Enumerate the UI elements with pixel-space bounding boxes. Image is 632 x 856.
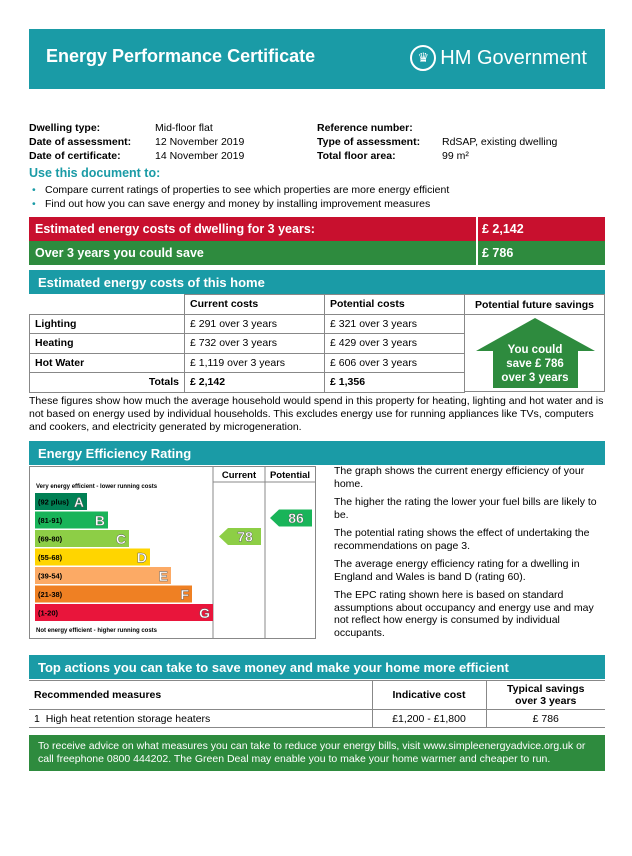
estimated-cost-label: Estimated energy costs of dwelling for 3 years:: [35, 222, 315, 236]
band-range: (69-80): [38, 534, 63, 544]
efficiency-chart-svg: [30, 467, 315, 638]
band-letter: A: [73, 494, 84, 510]
band-range: (39-54): [38, 571, 63, 581]
save-value: £ 786: [482, 246, 514, 260]
section-title: Estimated energy costs of this home: [38, 275, 265, 290]
section-title: Top actions you can take to save money and make your home more efficient: [38, 660, 509, 675]
band-letter: C: [115, 531, 126, 547]
col-current: Current costs: [185, 295, 325, 315]
crest-icon: ♛: [410, 45, 436, 71]
actions-section-header: [29, 655, 605, 679]
band-letter: D: [136, 549, 147, 566]
table-row: Heating £ 732 over 3 years £ 429 over 3 years: [30, 334, 465, 354]
divider: [476, 217, 478, 241]
info-row: Date of assessment: 12 November 2019: [29, 136, 245, 148]
totals-row: Totals £ 2,142 £ 1,356: [30, 373, 465, 393]
arrow-line-3: over 3 years: [501, 372, 569, 384]
advice-box: [29, 735, 605, 771]
col-savings: Typical savings over 3 years: [486, 681, 605, 710]
band-range: (81-91): [38, 516, 63, 525]
potential-rating-marker-value: 86: [288, 510, 304, 526]
band-range: (55-68): [38, 553, 63, 562]
arrow-line-2: save £ 786: [506, 358, 564, 370]
future-savings-box: [464, 294, 605, 392]
list-item: • Find out how you can save energy and money by installing improvement measures: [29, 198, 449, 212]
potential-col-label: Potential: [269, 470, 311, 481]
col-cost: Indicative cost: [372, 681, 486, 710]
divider: [476, 241, 478, 265]
arrow-line-1: You could: [507, 344, 563, 356]
current-rating-marker-value: 78: [237, 528, 253, 545]
bottom-note: Not energy efficient - higher running costs: [36, 628, 158, 634]
table-row: Lighting £ 291 over 3 years £ 321 over 3 years: [30, 314, 465, 334]
actions-table: [29, 680, 605, 728]
col-measures: Recommended measures: [29, 681, 372, 710]
certificate-header: [29, 29, 605, 89]
band-letter: B: [94, 512, 105, 529]
dwelling-info: [29, 121, 244, 163]
use-bullets: [29, 184, 449, 211]
band-letter: E: [158, 568, 168, 584]
estimated-cost-value: £ 2,142: [482, 222, 524, 236]
explanation-paragraph: The higher the rating the lower your fuel bills are likely to be.: [334, 496, 597, 521]
table-row: Hot Water £ 1,119 over 3 years £ 606 over 3 years: [30, 353, 465, 373]
rating-explanation: [334, 465, 606, 645]
explanation-paragraph: The potential rating shows the effect of undertaking the recommendations on page 3.: [334, 527, 590, 552]
costs-note: These figures show how much the average household would spend in this property for heating, lighting and hot water and is not based on energy used by individual households. This excludes energy use for running appliances like TVs, computers and cookers, and electricity generated by microgeneration.: [29, 395, 604, 433]
current-col-label: Current: [221, 470, 257, 481]
table-row: 1 High heat retention storage heaters £1,200 - £1,800 £ 786: [29, 710, 605, 728]
advice-line: To receive advice on what measures you can take to reduce your energy bills, visit www.simpleenergyadvice.org.uk or: [38, 740, 586, 752]
section-title: Energy Efficiency Rating: [38, 446, 192, 461]
table-header-row: [30, 295, 465, 315]
hm-government-label: HM Government: [440, 46, 587, 69]
top-note: Very energy efficient - lower running costs: [36, 484, 158, 490]
certificate-title: Energy Performance Certificate: [46, 46, 316, 66]
save-label: Over 3 years you could save: [35, 246, 204, 260]
band-range: (1-20): [38, 608, 59, 618]
rating-band-g: [35, 604, 213, 621]
info-row: Reference number:: [317, 122, 413, 134]
advice-line: call freephone 0800 444202. The Green Deal may enable you to make your home warmer and cheaper to run.: [38, 753, 551, 765]
band-letter: G: [199, 605, 210, 621]
future-savings-header: Potential future savings: [465, 295, 604, 315]
savings-arrow: [465, 315, 606, 391]
table-header-row: [29, 681, 605, 710]
explanation-paragraph: The graph shows the current energy efficiency of your home.: [334, 465, 585, 490]
col-potential: Potential costs: [325, 295, 465, 315]
explanation-paragraph: The average energy efficiency rating for a dwelling in England and Wales is band D (rating 60).: [334, 558, 580, 583]
estimated-cost-bar: [29, 217, 605, 241]
save-bar: [29, 241, 605, 265]
list-item: • Compare current ratings of properties to see which properties are more energy efficient: [29, 184, 449, 198]
info-row: Type of assessment: RdSAP, existing dwelling: [317, 136, 558, 148]
hm-government-logo: [410, 45, 587, 71]
band-range: (21-38): [38, 590, 63, 599]
efficiency-chart: [29, 466, 316, 639]
info-row: Date of certificate: 14 November 2019: [29, 150, 245, 162]
empty-header: [30, 295, 185, 315]
costs-table: [29, 294, 465, 393]
use-title: Use this document to:: [29, 166, 161, 180]
assessment-info: [317, 121, 557, 163]
explanation-paragraph: The EPC rating shown here is based on standard assumptions about occupancy and energy use and may not reflect how energy is consumed by individual occupants.: [334, 589, 594, 639]
info-row: Total floor area: 99 m²: [317, 150, 469, 162]
costs-section-header: [29, 270, 605, 294]
info-row: Dwelling type: Mid-floor flat: [29, 122, 213, 134]
band-range: (92 plus): [38, 497, 69, 507]
band-letter: F: [180, 586, 189, 603]
rating-bands: [35, 493, 213, 621]
rating-section-header: [29, 441, 605, 465]
